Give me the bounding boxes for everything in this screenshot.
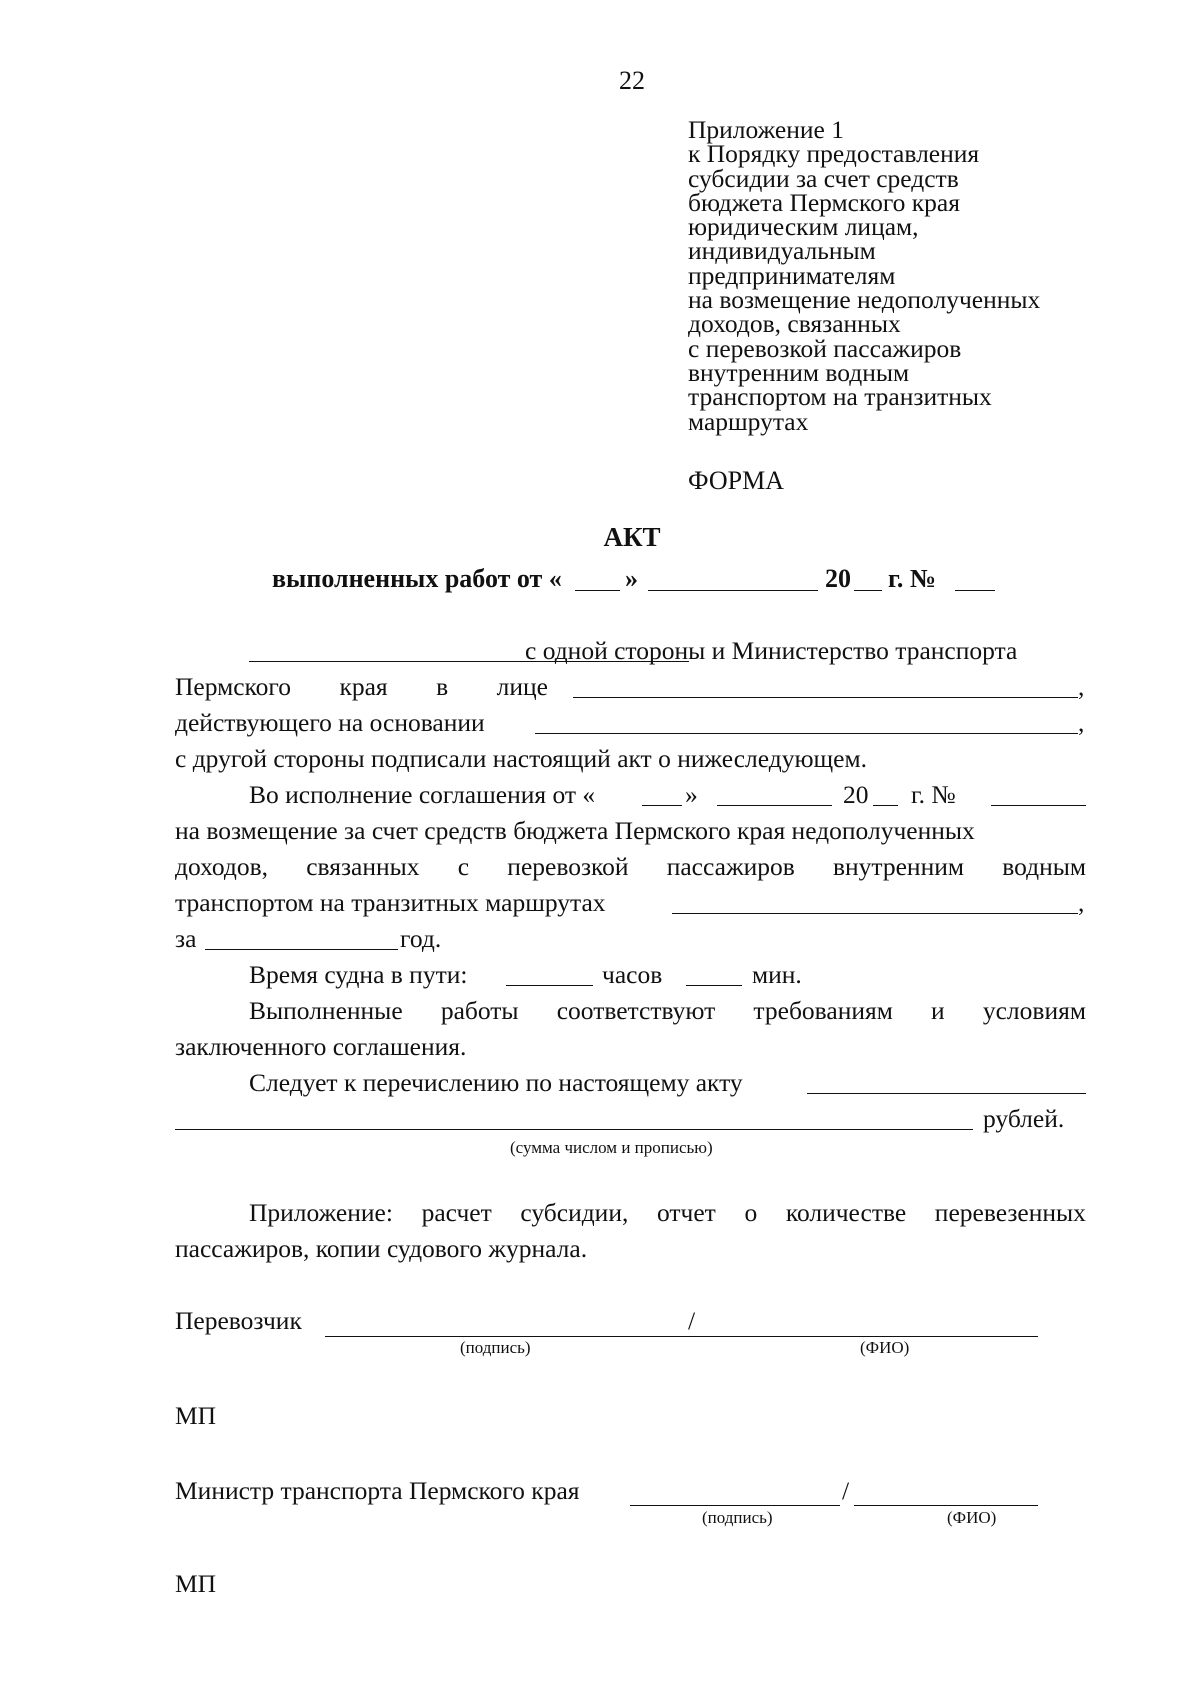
body-word: субсидии, <box>520 1198 629 1227</box>
body-line-8 <box>175 888 1086 924</box>
sum-caption: (сумма числом и прописью) <box>510 1138 713 1157</box>
route-blank[interactable] <box>672 913 1078 914</box>
body-word: пассажиров <box>666 852 795 881</box>
appendix-line: субсидии за счет средств <box>688 163 959 193</box>
body-word: перевезенных <box>934 1198 1086 1227</box>
body-line-1 <box>175 636 1086 672</box>
body-word: соответствуют <box>556 996 716 1025</box>
appendix-line: к Порядку предоставления <box>688 139 980 169</box>
agreement-month-blank[interactable] <box>717 805 832 806</box>
body-text: Следует к перечислению по настоящему акту <box>249 1068 743 1097</box>
body-line-7 <box>175 852 1086 888</box>
subtitle-text: выполненных работ от « <box>272 564 562 593</box>
body-word: Приложение: <box>249 1198 393 1227</box>
number-blank[interactable] <box>955 590 995 591</box>
body-line-4 <box>175 744 1086 780</box>
body-word: перевозкой <box>507 852 629 881</box>
subtitle-quote: » <box>625 564 638 593</box>
page-number: 22 <box>619 66 645 95</box>
body-text: часов <box>602 960 663 989</box>
appendix-line: на возмещение недополученных <box>688 285 1041 315</box>
body-text: мин. <box>752 960 802 989</box>
attachment-line-2 <box>175 1234 1086 1270</box>
minister-label: Министр транспорта Пермского края <box>175 1476 580 1505</box>
body-word: водным <box>1002 852 1086 881</box>
appendix-line: с перевозкой пассажиров <box>688 333 962 363</box>
appendix-line: Приложение 1 <box>688 115 844 144</box>
amount-blank-2[interactable] <box>175 1129 973 1130</box>
body-line-12 <box>175 1032 1086 1068</box>
body-text: действующего на основании <box>175 708 485 737</box>
body-word: о <box>744 1198 758 1227</box>
body-text: пассажиров, копии судового журнала. <box>175 1234 588 1263</box>
carrier-label: Перевозчик <box>175 1306 302 1335</box>
body-word: доходов, <box>175 852 269 881</box>
period-blank[interactable] <box>205 949 398 950</box>
body-word: количестве <box>785 1198 907 1227</box>
body-line-6 <box>175 816 1086 852</box>
appendix-line: предпринимателям <box>688 260 896 290</box>
body-text: » <box>685 780 698 809</box>
body-word: края <box>339 672 388 701</box>
body-line-3 <box>175 708 1086 744</box>
month-blank[interactable] <box>648 590 818 591</box>
body-line-13 <box>175 1068 1086 1104</box>
agreement-day-blank[interactable] <box>642 805 682 806</box>
year-blank[interactable] <box>854 590 882 591</box>
body-word: работы <box>440 996 519 1025</box>
appendix-line: бюджета Пермского края <box>688 187 960 217</box>
act-subtitle <box>0 564 1200 600</box>
amount-blank-1[interactable] <box>807 1093 1086 1094</box>
minister-name-line[interactable] <box>854 1505 1038 1506</box>
body-line-14 <box>175 1104 1086 1140</box>
body-word: лице <box>496 672 548 701</box>
appendix-line: юридическим лицам, <box>688 212 919 242</box>
carrier-name-line[interactable] <box>700 1336 1038 1337</box>
subtitle-number-label: г. № <box>888 564 937 593</box>
appendix-line: маршрутах <box>688 406 809 436</box>
body-text: Во исполнение соглашения от « <box>249 780 596 809</box>
body-word: с <box>457 852 470 881</box>
stamp-place-1: МП <box>175 1401 217 1430</box>
comma: , <box>1078 888 1085 917</box>
body-text: заключенного соглашения. <box>175 1032 467 1061</box>
appendix-line: доходов, связанных <box>688 309 901 339</box>
appendix-line: внутренним водным <box>688 357 910 387</box>
body-text: с другой стороны подписали настоящий акт о нижеследующем. <box>175 744 867 773</box>
body-word: внутренним <box>832 852 965 881</box>
body-text: год. <box>400 924 442 953</box>
stamp-place-2: МП <box>175 1569 217 1598</box>
body-text: г. № <box>911 780 956 809</box>
body-word: Пермского <box>175 672 291 701</box>
act-title: АКТ <box>603 522 661 552</box>
basis-blank[interactable] <box>535 733 1078 734</box>
representative-blank[interactable] <box>573 697 1078 698</box>
body-text: 20 <box>843 780 869 809</box>
minister-signature-caption: (подпись) <box>702 1508 773 1527</box>
body-line-2 <box>175 672 1086 708</box>
body-word: расчет <box>421 1198 492 1227</box>
slash: / <box>842 1476 850 1505</box>
body-text: Время судна в пути: <box>249 960 468 989</box>
body-line-5 <box>175 780 1086 816</box>
body-word: условиям <box>982 996 1086 1025</box>
body-line-10 <box>175 960 1086 996</box>
body-word: Выполненные <box>249 996 403 1025</box>
slash: / <box>688 1306 696 1335</box>
comma: , <box>1078 708 1085 737</box>
body-word: требованиям <box>753 996 893 1025</box>
carrier-signature-row <box>175 1306 1086 1342</box>
body-word: в <box>436 672 449 701</box>
carrier-signature-caption: (подпись) <box>460 1338 531 1357</box>
body-line-9 <box>175 924 1086 960</box>
body-text: с одной стороны и Министерство транспорта <box>525 636 1018 665</box>
minister-signature-row <box>175 1476 1086 1512</box>
appendix-line: индивидуальным <box>688 236 876 266</box>
hours-blank[interactable] <box>506 985 593 986</box>
carrier-name-caption: (ФИО) <box>860 1338 910 1357</box>
body-word: связанных <box>306 852 420 881</box>
minister-signature-line[interactable] <box>630 1505 840 1506</box>
body-text: на возмещение за счет средств бюджета Пермского края недополученных <box>175 816 975 845</box>
appendix-line: транспортом на транзитных <box>688 382 992 412</box>
form-label: ФОРМА <box>688 466 784 495</box>
attachment-line-1 <box>175 1198 1086 1234</box>
subtitle-year: 20 <box>825 564 851 593</box>
body-text: транспортом на транзитных маршрутах <box>175 888 606 917</box>
minutes-blank[interactable] <box>686 985 742 986</box>
body-text: за <box>175 924 197 953</box>
body-word: отчет <box>656 1198 716 1227</box>
agreement-number-blank[interactable] <box>991 805 1086 806</box>
comma: , <box>1078 672 1085 701</box>
appendix-header <box>688 115 1041 436</box>
body-line-11 <box>175 996 1086 1032</box>
body-text: рублей. <box>983 1104 1065 1133</box>
body-word: и <box>931 996 945 1025</box>
agreement-year-blank[interactable] <box>873 805 898 806</box>
day-blank[interactable] <box>575 590 620 591</box>
minister-name-caption: (ФИО) <box>947 1508 997 1527</box>
